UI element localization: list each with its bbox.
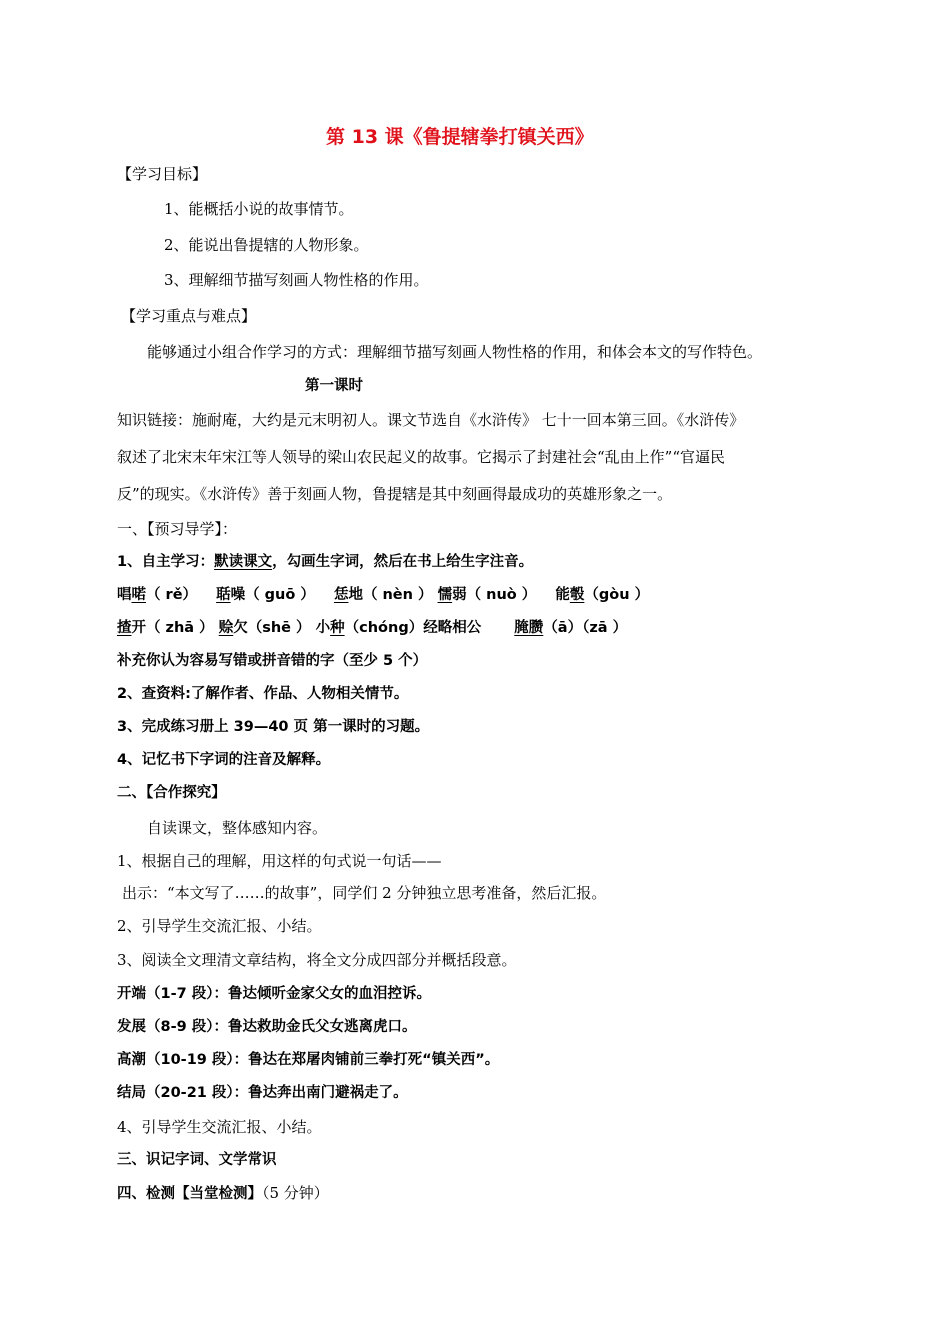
- vocab-word: 揸开: [117, 620, 146, 636]
- vocab-underlined-char: 恁: [333, 587, 349, 603]
- vocab-word: 聒噪: [216, 587, 246, 603]
- vocab-word: 经略相公: [423, 620, 482, 636]
- goal-item: 1、能概括小说的故事情节。: [164, 200, 354, 218]
- goal-item: 2、能说出鲁提辖的人物形象。: [164, 236, 369, 254]
- structure-part: 发展（8-9 段）：鲁达救助金氏父女逃离虎口。: [117, 1019, 417, 1035]
- cooperate-intro: 自读课文，整体感知内容。: [147, 819, 328, 837]
- preview-item-4: 4、记忆书下字词的注音及解释。: [117, 752, 331, 768]
- cooperate-q1-hint: 出示：“本文写了……的故事”，同学们 2 分钟独立思考准备，然后汇报。: [122, 884, 607, 902]
- vocab-pinyin: （ nèn ）: [362, 587, 433, 603]
- section-4-heading: [117, 1183, 329, 1204]
- vocab-word: 赊欠: [218, 620, 248, 636]
- vocab-underlined-char: 彀: [569, 587, 585, 603]
- structure-part: 高潮（10-19 段）：鲁达在郑屠肉铺前三拳打死“镇关西”。: [117, 1052, 500, 1068]
- vocab-pinyin: （shē ）: [247, 620, 311, 636]
- vocab-pinyin: （ā）（zā ）: [543, 620, 628, 636]
- focus-heading: 【学习重点与难点】: [121, 307, 257, 325]
- vocab-pinyin: （ zhā ）: [146, 620, 214, 636]
- preview-item-3: 3、完成练习册上 39—40 页 第一课时的习题。: [117, 719, 430, 735]
- vocab-word: 小种: [315, 620, 345, 636]
- vocab-pinyin: （ nuò ）: [466, 587, 537, 603]
- knowledge-line: 叙述了北宋末年宋江等人领导的梁山农民起义的故事。它揭示了封建社会“乱由上作”“官逼民: [117, 448, 726, 466]
- page-title: 第 13 课《鲁提辖拳打镇关西》: [326, 126, 594, 148]
- preview-heading: 一、【预习导学】：: [117, 520, 238, 538]
- supplement-line: 补充你认为容易写错或拼音错的字（至少 5 个）: [117, 653, 428, 669]
- section-4-time: （5 分钟）: [262, 1184, 329, 1202]
- vocab-word: 懦弱: [437, 587, 467, 603]
- preview-item-1: [117, 552, 533, 572]
- vocab-row-2: [117, 618, 627, 638]
- goals-heading: 【学习目标】: [117, 165, 208, 183]
- vocab-underlined-char: 聒: [216, 587, 231, 603]
- vocab-pinyin: （gòu ）: [584, 587, 650, 603]
- vocab-pinyin: （chóng）: [344, 620, 424, 636]
- lesson-heading: 第一课时: [305, 378, 363, 394]
- vocab-word: 腌臜: [514, 620, 544, 636]
- focus-text: 能够通过小组合作学习的方式：理解细节描写刻画人物性格的作用，和体会本文的写作特色。: [147, 343, 763, 361]
- vocab-word: 唱喏: [117, 587, 146, 603]
- cooperate-q4: 4、引导学生交流汇报、小结。: [117, 1118, 322, 1136]
- vocab-row-1: [117, 585, 649, 605]
- section-3-heading: 三、识记字词、文学常识: [117, 1152, 277, 1168]
- preview-item-1-rest: ，勾画生字词，然后在书上给生字注音。: [272, 554, 534, 570]
- knowledge-line: 知识链接：施耐庵，大约是元末明初人。课文节选自《水浒传》 七十一回本第三回。《水浒传》: [117, 411, 745, 429]
- vocab-word: 恁地: [333, 587, 363, 603]
- cooperate-q3: 3、阅读全文理清文章结构，将全文分成四部分并概括段意。: [117, 951, 517, 969]
- cooperate-q2: 2、引导学生交流汇报、小结。: [117, 917, 322, 935]
- vocab-pinyin: （ guō ）: [245, 587, 315, 603]
- vocab-underlined-char: 赊: [218, 620, 234, 636]
- vocab-underlined-char: 揸: [117, 620, 132, 636]
- structure-part: 结局（20-21 段）：鲁达奔出南门避祸走了。: [117, 1085, 408, 1101]
- vocab-underlined-char: 喏: [131, 587, 146, 603]
- preview-item-1-underlined: 默读课文: [214, 554, 273, 570]
- preview-item-2: 2、查资料:了解作者、作品、人物相关情节。: [117, 686, 409, 702]
- knowledge-line: 反”的现实。《水浒传》善于刻画人物，鲁提辖是其中刻画得最成功的英雄形象之一。: [117, 485, 673, 503]
- cooperate-q1: 1、根据自己的理解，用这样的句式说一句话——: [117, 852, 442, 870]
- section-4-label: 四、检测【当堂检测】: [117, 1186, 262, 1202]
- vocab-word: 能彀: [555, 587, 585, 603]
- cooperate-heading: 二、【合作探究】: [117, 785, 226, 801]
- vocab-underlined-char: 懦: [437, 587, 453, 603]
- structure-part: 开端（1-7 段）：鲁达倾听金家父女的血泪控诉。: [117, 986, 431, 1002]
- vocab-underlined-char: 种: [330, 620, 345, 636]
- goal-item: 3、理解细节描写刻画人物性格的作用。: [164, 271, 429, 289]
- preview-item-1-prefix: 1、自主学习：: [117, 554, 215, 570]
- vocab-pinyin: （ rě）: [146, 587, 198, 603]
